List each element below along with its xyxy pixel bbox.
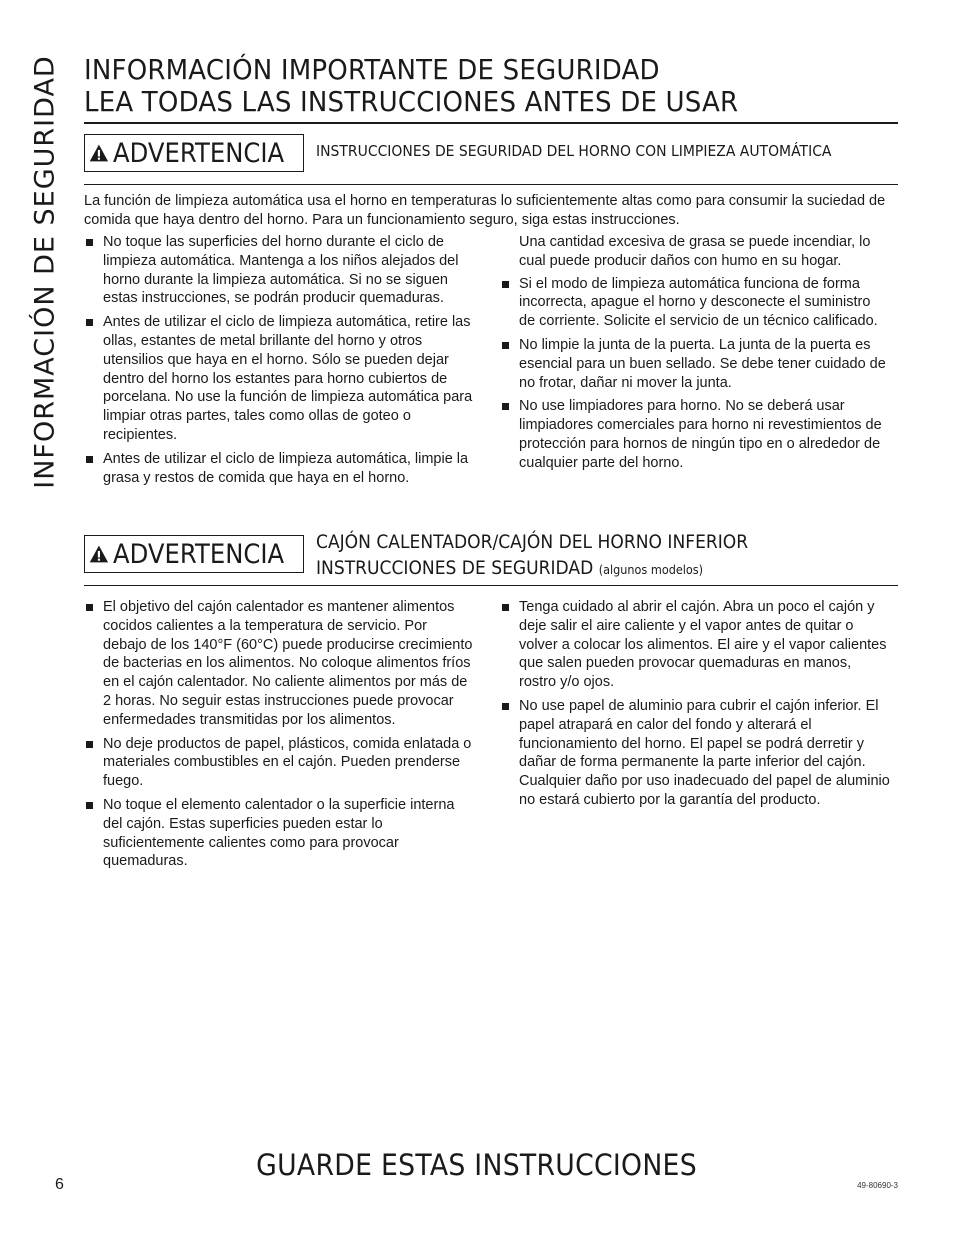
header-line-1: INFORMACIÓN IMPORTANTE DE SEGURIDAD [84,53,660,86]
section-title-line-2 [316,555,748,583]
list-item: No use limpiadores para horno. No se deberá usar limpiadores comerciales para horno ni revestimientos de protección para hornos de ningún tipo en o alrededor de cualquier parte del horno. [500,397,890,472]
section1-right-column [500,233,890,478]
warning-header-self-clean [84,134,898,185]
warning-label: ADVERTENCIA [112,137,284,169]
footer-title [0,1148,954,1182]
page-header [84,54,898,124]
document-code: 49-80690-3 [857,1181,898,1190]
side-section-tab [28,52,62,492]
section-title [316,529,748,583]
section1-left-column [84,233,474,492]
warning-triangle-icon [89,141,109,165]
section-title-line-2-text: INSTRUCCIONES DE SEGURIDAD [316,557,594,579]
section-intro: La función de limpieza automática usa el horno en temperaturas lo suficientemente altas como para consumir la suciedad de comida que haya dentro del horno. Para un funcionamiento seguro, siga estas instrucciones. [84,193,886,228]
section-title: INSTRUCCIONES DE SEGURIDAD DEL HORNO CON LIMPIEZA AUTOMÁTICA [316,142,832,160]
side-tab-label: INFORMACIÓN DE SEGURIDAD [29,55,61,489]
list-item: No deje productos de papel, plásticos, comida enlatada o materiales combustibles en el cajón. Pueden prenderse fuego. [84,735,474,791]
list-item: Tenga cuidado al abrir el cajón. Abra un poco el cajón y deje salir el aire caliente y el vapor antes de quitar o volver a colocar los alimentos. El aire y el vapor calientes que salen pueden provocar quemaduras en manos, rostro y/o ojos. [500,598,890,692]
list-item-continuation: Una cantidad excesiva de grasa se puede incendiar, lo cual puede producir daños con humo en su hogar. [519,234,871,269]
list-item: El objetivo del cajón calentador es mantener alimentos cocidos calientes a la temperatura de servicio. Por debajo de los 140°F (60°C) puede producirse crecimiento de bacterias en los alimentos. No coloque alimentos fríos en el cajón calentador. No caliente alimentos por más de 2 horas. No seguir estas instrucciones puede provocar enfermedades transmitidas por los alimentos. [84,598,474,730]
section2-right-column [500,598,890,815]
warning-badge [84,134,304,172]
list-item: Antes de utilizar el ciclo de limpieza automática, retire las ollas, estantes de metal brillante del horno y otros utensilios que haya en el horno. Sólo se pueden dejar dentro del horno los estantes para horno cubiertos de porcelana. No use la función de limpieza automática para limpiar otras partes, tales como ollas de goteo o recipientes. [84,313,474,445]
list-item: No toque el elemento calentador o la superficie interna del cajón. Estas superficies pueden estar lo suficientemente calientes como para provocar quemaduras. [84,796,474,871]
list-item: No toque las superficies del horno durante el ciclo de limpieza automática. Mantenga a los niños alejados del horno durante la limpieza automática. Si no se siguen estas instrucciones, se podrán producir quemaduras. [84,233,474,308]
page-number: 6 [55,1176,64,1193]
warning-triangle-icon [89,542,109,566]
footer-title-text: GUARDE ESTAS INSTRUCCIONES [256,1148,698,1182]
header-line-2: LEA TODAS LAS INSTRUCCIONES ANTES DE USAR [84,85,739,118]
list-item: Antes de utilizar el ciclo de limpieza automática, limpie la grasa y restos de comida que haya en el horno. [84,450,474,488]
section-title-line-1: CAJÓN CALENTADOR/CAJÓN DEL HORNO INFERIOR [316,531,749,553]
section-title-note: (algunos modelos) [598,562,704,577]
list-item: Si el modo de limpieza automática funciona de forma incorrecta, apague el horno y desconecte el suministro de corriente. Solicite el servicio de un técnico calificado. [500,275,890,331]
section2-left-column [84,598,474,876]
warning-label: ADVERTENCIA [112,538,284,570]
warning-badge [84,535,304,573]
list-item: No use papel de aluminio para cubrir el cajón inferior. El papel atrapará en calor del fondo y alterará el funcionamiento del horno. El papel se podrá derretir y dañar de forma permanente la parte inferior del cajón. Cualquier daño por uso inadecuado del papel de aluminio no estará cubierto por la garantía del producto. [500,697,890,810]
list-item: No limpie la junta de la puerta. La junta de la puerta es esencial para un buen sellado. Se debe tener cuidado de no frotar, dañar ni mover la junta. [500,336,890,392]
warning-header-warming-drawer [84,531,898,586]
